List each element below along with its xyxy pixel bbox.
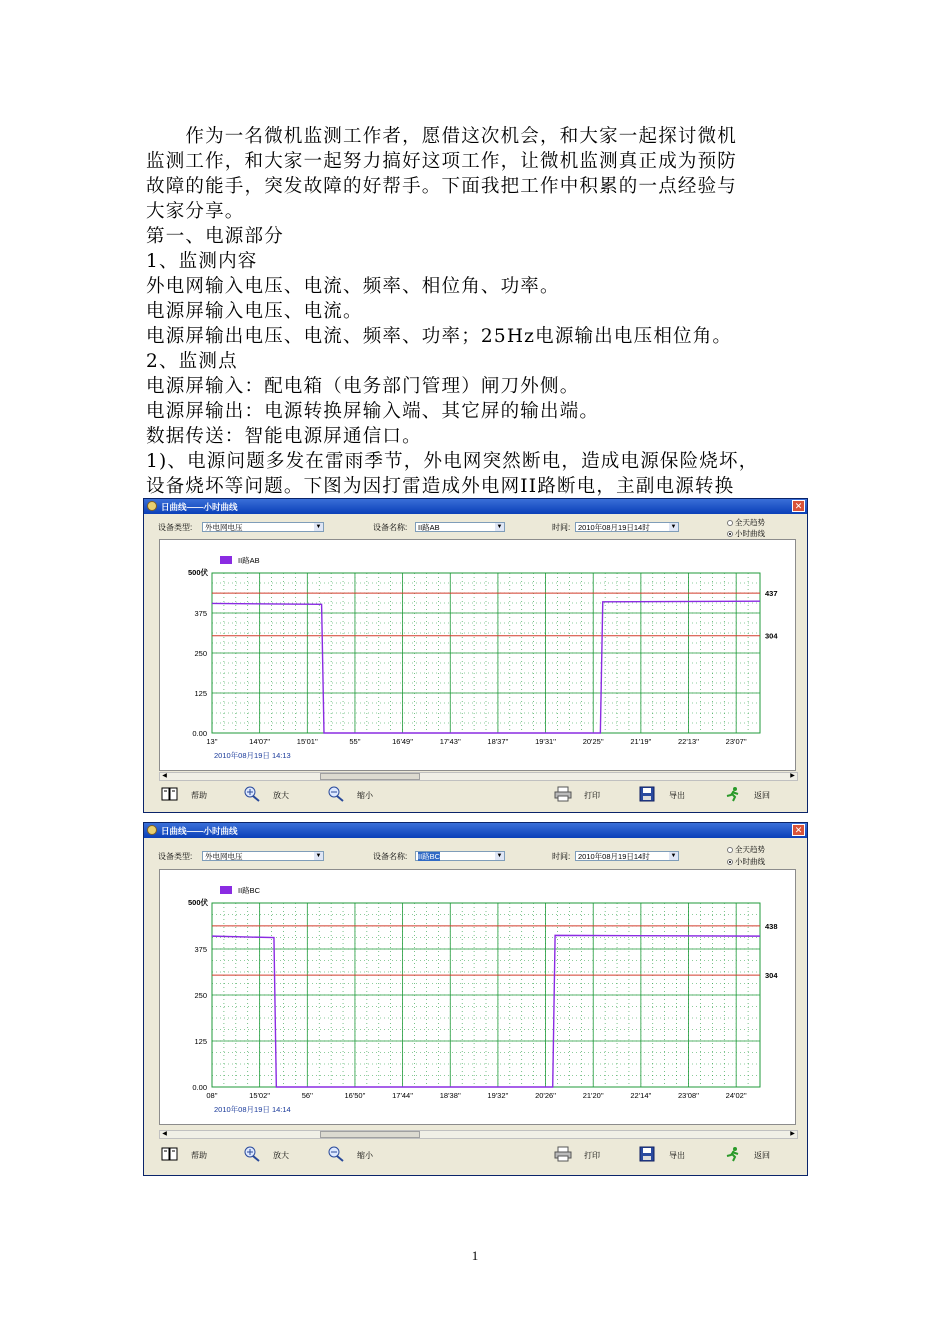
legend-swatch <box>220 886 232 894</box>
x-tick-label: 24'02'' <box>725 1091 747 1100</box>
body-text-line: 监测工作，和大家一起努力搞好这项工作，让微机监测真正成为预防 <box>146 151 738 172</box>
chevron-down-icon[interactable]: ▼ <box>496 524 503 530</box>
device-type-value: 外电网电压 <box>205 852 243 861</box>
x-tick-label: 23'07'' <box>725 737 747 746</box>
radio-label: 全天趋势 <box>735 845 765 854</box>
voltage-chart <box>160 540 795 770</box>
body-text-line: 外电网输入电压、电流、频率、相位角、功率。 <box>146 276 560 297</box>
x-tick-label: 20'26'' <box>535 1091 557 1100</box>
x-tick-label: 22'14'' <box>630 1091 652 1100</box>
x-tick-label: 56'' <box>301 1091 313 1100</box>
back-label: 返回 <box>754 1151 770 1160</box>
device-type-label: 设备类型: <box>158 852 193 861</box>
device-name-label: 设备名称: <box>373 852 408 861</box>
x-tick-label: 18'37'' <box>487 737 509 746</box>
body-text-line: 电源屏输出电压、电流、频率、功率；25Hz电源输出电压相位角。 <box>146 326 733 347</box>
radio-hour-curve[interactable] <box>727 528 765 539</box>
y-unit-label: 500伏 <box>187 568 208 577</box>
window-title: 日曲线——小时曲线 <box>161 502 238 512</box>
body-text-line: 设备烧坏等问题。下图为因打雷造成外电网II路断电，主副电源转换 <box>146 476 735 497</box>
chevron-down-icon[interactable]: ▼ <box>670 853 677 859</box>
body-text-line: 作为一名微机监测工作者，愿借这次机会，和大家一起探讨微机 <box>146 126 738 147</box>
voltage-chart <box>160 870 795 1124</box>
help-label: 帮助 <box>191 1151 207 1160</box>
x-tick-label: 19'32'' <box>487 1091 509 1100</box>
app-icon <box>147 825 157 835</box>
y-tick-label: 250 <box>194 991 207 1000</box>
date-stamp: 2010年08月19日 14:13 <box>214 751 291 760</box>
radio-label: 全天趋势 <box>735 518 765 527</box>
x-tick-label: 17'44'' <box>392 1091 414 1100</box>
legend-label: II路BC <box>238 886 261 895</box>
export-label: 导出 <box>669 1151 685 1160</box>
time-select[interactable] <box>575 851 679 861</box>
device-name-label: 设备名称: <box>373 523 408 532</box>
body-text-line: 大家分享。 <box>146 201 245 222</box>
hour-curve-window <box>143 498 808 813</box>
y-tick-label: 125 <box>194 1037 207 1046</box>
running-man-icon <box>724 1146 742 1162</box>
window-titlebar[interactable] <box>144 823 807 838</box>
scroll-thumb[interactable] <box>320 1131 420 1138</box>
y-tick-label: 375 <box>194 609 207 618</box>
x-tick-label: 16'49'' <box>392 737 414 746</box>
close-button[interactable]: ✕ <box>792 824 805 836</box>
body-text-line: 电源屏输入电压、电流。 <box>146 301 363 322</box>
save-disk-icon <box>639 1146 657 1162</box>
close-button[interactable]: ✕ <box>792 500 805 512</box>
zoom-in-label: 放大 <box>273 1151 289 1160</box>
threshold-label: 438 <box>765 921 778 931</box>
x-tick-label: 21'19'' <box>630 737 652 746</box>
window-title: 日曲线——小时曲线 <box>161 826 238 836</box>
x-tick-label: 13'' <box>206 737 218 746</box>
help-label: 帮助 <box>191 791 207 800</box>
subsection-heading: 2、监测点 <box>146 351 238 372</box>
scroll-right-arrow-icon[interactable]: ▶ <box>790 1131 795 1137</box>
body-text-line: 电源屏输入：配电箱（电务部门管理）闸刀外侧。 <box>146 376 580 397</box>
radio-label: 小时曲线 <box>735 857 765 866</box>
body-text-line: 1)、电源问题多发在雷雨季节，外电网突然断电，造成电源保险烧坏， <box>146 451 759 472</box>
app-icon <box>147 501 157 511</box>
section-heading: 第一、电源部分 <box>146 226 284 247</box>
device-type-label: 设备类型: <box>158 523 193 532</box>
x-tick-label: 15'02'' <box>249 1091 271 1100</box>
radio-all-day[interactable] <box>727 517 765 528</box>
threshold-label: 437 <box>765 589 778 599</box>
running-man-icon <box>724 786 742 802</box>
zoom-out-label: 缩小 <box>357 1151 373 1160</box>
y-tick-label: 125 <box>194 689 207 698</box>
date-stamp: 2010年08月19日 14:14 <box>214 1105 291 1114</box>
y-tick-label: 0.00 <box>192 1083 207 1092</box>
x-tick-label: 19'31'' <box>535 737 557 746</box>
radio-all-day[interactable] <box>727 844 765 855</box>
y-tick-label: 250 <box>194 649 207 658</box>
zoom-in-label: 放大 <box>273 791 289 800</box>
book-icon <box>161 786 179 802</box>
zoom-in-icon <box>243 1146 261 1162</box>
x-tick-label: 18'38'' <box>439 1091 461 1100</box>
legend-label: II路AB <box>238 556 260 565</box>
chevron-down-icon[interactable]: ▼ <box>670 524 677 530</box>
x-tick-label: 14'07'' <box>249 737 271 746</box>
x-tick-label: 21'20'' <box>582 1091 604 1100</box>
back-label: 返回 <box>754 791 770 800</box>
y-tick-label: 375 <box>194 945 207 954</box>
x-tick-label: 23'08'' <box>678 1091 700 1100</box>
chevron-down-icon[interactable]: ▼ <box>315 853 322 859</box>
radio-button[interactable] <box>727 859 733 865</box>
time-label: 时间: <box>552 852 571 861</box>
scroll-right-arrow-icon[interactable]: ▶ <box>790 773 795 779</box>
time-value: 2010年08月19日14时 <box>578 523 650 532</box>
chart-panel <box>159 869 796 1125</box>
radio-button[interactable] <box>727 847 733 853</box>
scroll-left-arrow-icon[interactable]: ◀ <box>162 773 167 779</box>
hour-curve-window <box>143 822 808 1176</box>
radio-hour-curve[interactable] <box>727 856 765 867</box>
page-number: 1 <box>471 1248 479 1263</box>
x-tick-label: 17'43'' <box>439 737 461 746</box>
device-name-value: II路BC <box>418 852 441 861</box>
body-text-line: 数据传送：智能电源屏通信口。 <box>146 426 422 447</box>
zoom-out-label: 缩小 <box>357 791 373 800</box>
subsection-heading: 1、监测内容 <box>146 251 258 272</box>
zoom-in-icon <box>243 786 261 802</box>
y-unit-label: 500伏 <box>187 898 208 907</box>
printer-icon <box>554 786 572 802</box>
horizontal-scrollbar[interactable] <box>159 1130 798 1139</box>
x-tick-label: 15'01'' <box>296 737 318 746</box>
legend-swatch <box>220 556 232 564</box>
print-label: 打印 <box>584 791 600 800</box>
printer-icon <box>554 1146 572 1162</box>
device-type-value: 外电网电压 <box>205 523 243 532</box>
x-tick-label: 55'' <box>349 737 361 746</box>
zoom-out-icon <box>327 786 345 802</box>
print-label: 打印 <box>584 1151 600 1160</box>
x-tick-label: 16'50'' <box>344 1091 366 1100</box>
body-text-line: 电源屏输出：电源转换屏输入端、其它屏的输出端。 <box>146 401 600 422</box>
threshold-label: 304 <box>765 631 778 641</box>
zoom-out-icon <box>327 1146 345 1162</box>
book-icon <box>161 1146 179 1162</box>
scroll-thumb[interactable] <box>320 773 420 780</box>
time-select[interactable] <box>575 522 679 532</box>
device-type-select[interactable] <box>202 522 324 532</box>
time-label: 时间: <box>552 523 571 532</box>
scroll-left-arrow-icon[interactable]: ◀ <box>162 1131 167 1137</box>
device-name-value: II路AB <box>418 523 440 532</box>
device-name-select[interactable] <box>415 851 505 861</box>
device-name-select[interactable] <box>415 522 505 532</box>
window-titlebar[interactable] <box>144 499 807 514</box>
radio-button[interactable] <box>727 520 733 526</box>
device-type-select[interactable] <box>202 851 324 861</box>
body-text-line: 故障的能手，突发故障的好帮手。下面我把工作中积累的一点经验与 <box>146 176 738 197</box>
chevron-down-icon[interactable]: ▼ <box>496 853 503 859</box>
radio-button[interactable] <box>727 531 733 537</box>
chart-panel <box>159 539 796 771</box>
x-tick-label: 22'13'' <box>678 737 700 746</box>
x-tick-label: 08'' <box>206 1091 218 1100</box>
save-disk-icon <box>639 786 657 802</box>
x-tick-label: 20'25'' <box>582 737 604 746</box>
y-tick-label: 0.00 <box>192 729 207 738</box>
radio-label: 小时曲线 <box>735 529 765 538</box>
export-label: 导出 <box>669 791 685 800</box>
chevron-down-icon[interactable]: ▼ <box>315 524 322 530</box>
time-value: 2010年08月19日14时 <box>578 852 650 861</box>
horizontal-scrollbar[interactable] <box>159 772 798 781</box>
threshold-label: 304 <box>765 971 778 981</box>
